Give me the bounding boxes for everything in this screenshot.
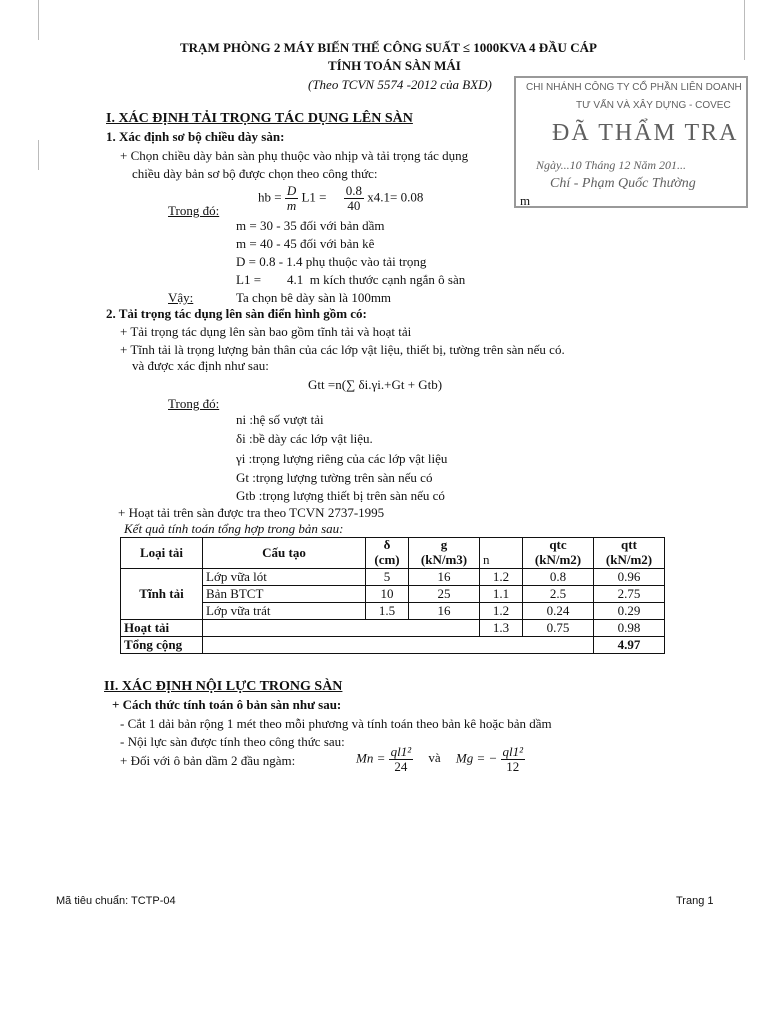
footer-page-number: Trang 1 <box>676 895 714 907</box>
cell-qtt: 0.96 <box>594 569 665 586</box>
table-header-row <box>121 538 665 553</box>
vay-conclusion: Ta chọn bê dày sàn là 100mm <box>236 290 392 305</box>
table-row-total <box>121 637 665 654</box>
definition-l1: L1 = 4.1 m kích thước cạnh ngắn ô sàn <box>236 272 466 287</box>
formula-rhs: x4.1= 0.08 <box>367 189 424 205</box>
scan-mark-left <box>38 0 39 40</box>
cell-qtc: 0.24 <box>523 603 594 620</box>
mn-num: ql1² <box>390 744 412 759</box>
load-formula: Gtt =n(∑ δi.γi.+Gt + Gtb) <box>308 377 443 392</box>
stamp-line2: TƯ VẤN VÀ XÂY DỰNG - COVEC <box>576 100 731 111</box>
section1-sub1: 1. Xác định sơ bộ chiều dày sàn: <box>106 129 285 144</box>
section2-heading: II. XÁC ĐỊNH NỘI LỰC TRONG SÀN <box>104 679 343 694</box>
section2-line3: + Đối với ô bản dầm 2 đầu ngàm: <box>120 753 296 768</box>
scan-mark-left-2 <box>38 140 39 170</box>
footer-standard-code: Mã tiêu chuẩn: TCTP-04 <box>56 895 176 907</box>
header-qtc-sym: qtc <box>523 538 594 553</box>
cell-n: 1.2 <box>480 569 523 586</box>
formula-lhs: hb = <box>258 189 282 205</box>
table-row <box>121 603 665 620</box>
mn-lhs: Mn = <box>356 750 386 766</box>
document-subtitle: TÍNH TOÁN SÀN MÁI <box>328 58 461 73</box>
and-word: và <box>428 750 441 766</box>
approval-stamp <box>514 76 748 208</box>
cell-delta: 1.5 <box>366 603 409 620</box>
formula-mid: L1 = <box>301 189 327 205</box>
definition-gt: Gt :trọng lượng tường trên sàn nếu có <box>236 470 433 485</box>
stamp-date: Ngày...10 Tháng 12 Năm 201... <box>536 158 687 172</box>
header-delta-sym: δ <box>366 538 409 553</box>
cell-qtc: 0.8 <box>523 569 594 586</box>
stamp-line1: CHI NHÁNH CÔNG TY CỔ PHẦN LIÊN DOANH <box>526 82 742 93</box>
vay-label: Vậy: <box>168 290 194 305</box>
definition-gamma: γi :trọng lượng riêng của các lớp vật liệu <box>236 451 448 466</box>
scan-mark-right <box>744 0 745 60</box>
header-qtc-unit: (kN/m2) <box>523 552 594 569</box>
table-row-hoat-tai <box>121 620 665 637</box>
definition-delta: δi :bề dày các lớp vật liệu. <box>236 431 373 446</box>
section2-line2: - Nội lực sàn được tính theo công thức sau: <box>120 734 345 749</box>
mn-fraction <box>389 745 414 774</box>
header-qtt-unit: (kN/m2) <box>594 552 665 569</box>
mn-den: 24 <box>394 759 408 774</box>
section1-p1a: + Chọn chiều dày bản sàn phụ thuộc vào nhịp và tải trọng tác dụng <box>120 148 469 163</box>
section1-heading: I. XÁC ĐỊNH TẢI TRỌNG TÁC DỤNG LÊN SÀN <box>106 111 413 126</box>
fraction-d-m <box>285 184 298 213</box>
mg-num: ql1² <box>502 744 524 759</box>
standard-reference: (Theo TCVN 5574 -2012 của BXD) <box>308 77 492 92</box>
cell-qtt: 0.98 <box>594 620 665 637</box>
section1-p1b: chiều dày bản sơ bộ được chọn theo công thức: <box>132 166 378 181</box>
definition-m-ke: m = 40 - 45 đối với bản kê <box>236 236 375 251</box>
cell-cautao: Bản BTCT <box>203 586 366 603</box>
cell-empty <box>203 637 594 654</box>
stamp-mark: m <box>520 193 531 208</box>
stamp-signature: Chí - Phạm Quốc Thường <box>550 176 696 191</box>
cell-n: 1.1 <box>480 586 523 603</box>
cell-qtt: 2.75 <box>594 586 665 603</box>
fraction-values <box>344 184 364 213</box>
cell-n: 1.3 <box>480 620 523 637</box>
section2-sub: + Cách thức tính toán ô bản sàn như sau: <box>112 697 342 712</box>
cell-g: 16 <box>409 569 480 586</box>
table-row <box>121 586 665 603</box>
section1-p2c: và được xác định như sau: <box>132 358 269 373</box>
header-cautao: Cấu tạo <box>203 538 366 569</box>
frac-den: m <box>286 198 297 213</box>
table-row <box>121 569 665 586</box>
trongdo-label: Trong đó: <box>168 203 220 218</box>
cell-n: 1.2 <box>480 603 523 620</box>
cell-delta: 10 <box>366 586 409 603</box>
trongdo2-label: Trong đó: <box>168 396 220 411</box>
frac-num: D <box>286 183 297 198</box>
cell-g: 16 <box>409 603 480 620</box>
mg-fraction <box>501 745 526 774</box>
load-summary-table <box>120 537 665 654</box>
header-qtt-sym: qtt <box>594 538 665 553</box>
moment-formulas <box>356 745 525 774</box>
section1-sub2: 2. Tải trọng tác dụng lên sàn điển hình gồm có: <box>106 306 367 321</box>
section1-p2a: + Tải trọng tác dụng lên sàn bao gồm tĩnh tải và hoạt tải <box>120 324 412 339</box>
cell-qtc: 0.75 <box>523 620 594 637</box>
definition-m-dam: m = 30 - 35 đối với bản dầm <box>236 218 385 233</box>
stamp-approved-text: ĐÃ THẨM TRA <box>552 120 739 146</box>
section1-p2b: + Tĩnh tải là trọng lượng bản thân của các lớp vật liệu, thiết bị, tường trên sàn nếu có. <box>120 342 565 357</box>
section2-line1: - Cắt 1 dải bản rộng 1 mét theo mỗi phương và tính toán theo bản kê hoặc bản dầm <box>120 716 552 731</box>
header-n: n <box>480 538 523 569</box>
cell-hoat-label: Hoạt tải <box>121 620 203 637</box>
header-g-sym: g <box>409 538 480 553</box>
cell-total-qtt: 4.97 <box>594 637 665 654</box>
mg-lhs: Mg = − <box>455 750 498 766</box>
cell-total-label: Tổng cộng <box>121 637 203 654</box>
frac-den-value: 40 <box>347 198 361 213</box>
section1-p2d: + Hoạt tải trên sàn được tra theo TCVN 2737-1995 <box>118 505 385 520</box>
cell-cautao: Lớp vữa trát <box>203 603 366 620</box>
definition-ni: ni :hệ số vượt tải <box>236 412 324 427</box>
cell-delta: 5 <box>366 569 409 586</box>
cell-qtt: 0.29 <box>594 603 665 620</box>
cell-cautao: Lớp vữa lót <box>203 569 366 586</box>
header-delta-unit: (cm) <box>366 552 409 569</box>
cell-empty <box>203 620 480 637</box>
header-loai: Loại tải <box>121 538 203 569</box>
cell-g: 25 <box>409 586 480 603</box>
header-g-unit: (kN/m3) <box>409 552 480 569</box>
definition-gtb: Gtb :trọng lượng thiết bị trên sàn nếu có <box>236 488 445 503</box>
group-tinh-tai: Tĩnh tải <box>121 569 203 620</box>
section1-p2e: Kết quả tính toán tổng hợp trong bản sau: <box>124 521 344 536</box>
document-title: TRẠM PHÒNG 2 MÁY BIẾN THẾ CÔNG SUẤT ≤ 1000KVA 4 ĐẦU CÁP <box>180 40 597 55</box>
frac-num-value: 0.8 <box>345 183 363 198</box>
cell-qtc: 2.5 <box>523 586 594 603</box>
mg-den: 12 <box>506 759 520 774</box>
definition-d: D = 0.8 - 1.4 phụ thuộc vào tải trọng <box>236 254 427 269</box>
thickness-formula <box>258 184 423 213</box>
